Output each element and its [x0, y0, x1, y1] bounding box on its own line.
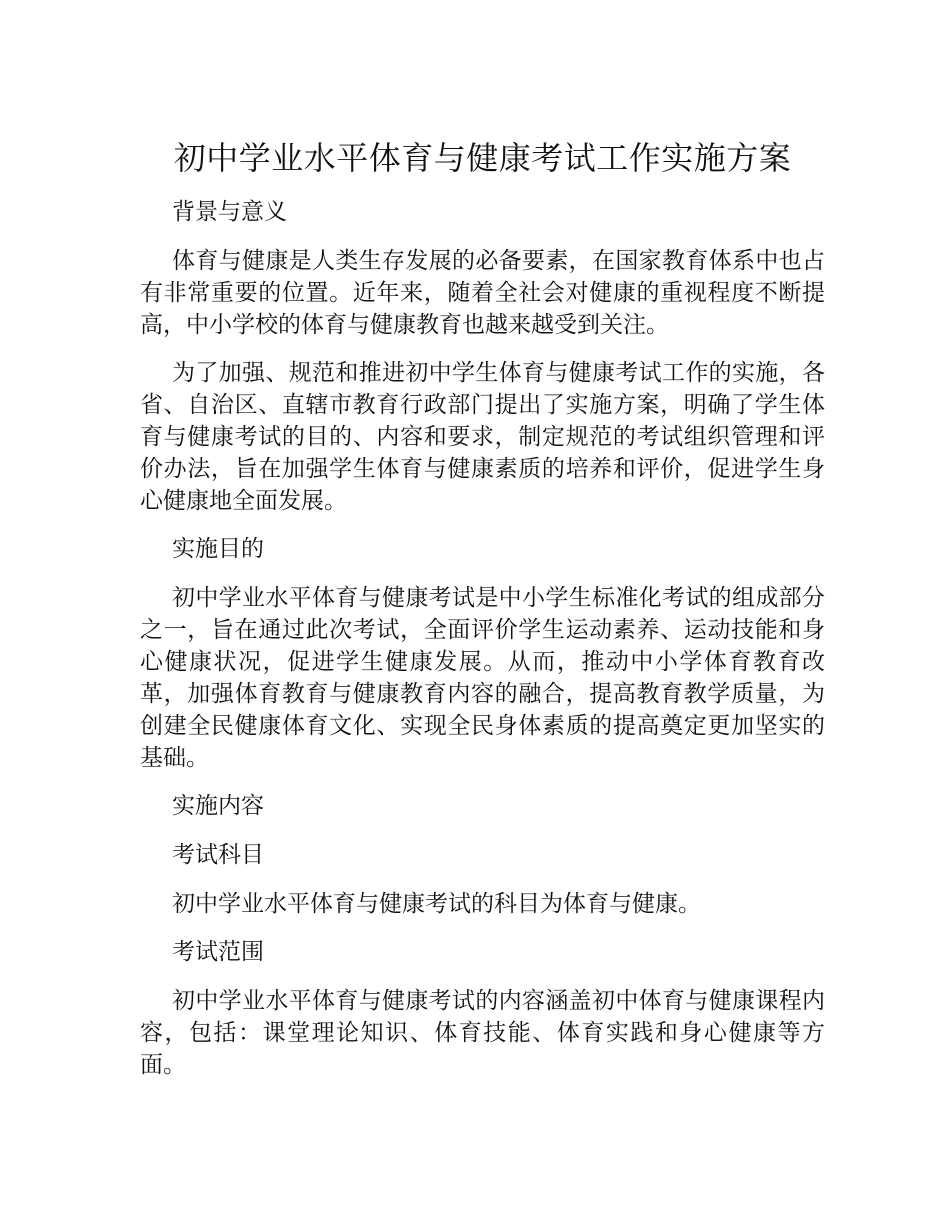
- paragraph-exam-scope: 初中学业水平体育与健康考试的内容涵盖初中体育与健康课程内容，包括：课堂理论知识、体育技能、体育实践和身心健康等方面。: [140, 988, 825, 1078]
- subheading-exam-scope: 考试范围: [172, 939, 264, 965]
- document-title: 初中学业水平体育与健康考试工作实施方案: [173, 139, 792, 177]
- section-heading-content: 实施内容: [172, 793, 264, 819]
- paragraph-purpose: 初中学业水平体育与健康考试是中小学生标准化考试的组成部分之一，旨在通过此次考试，全面评价学生运动素养、运动技能和身心健康状况，促进学生健康发展。从而，推动中小学体育教育改革，加强体育教育与健康教育内容的融合，提高教育教学质量，为创建全民健康体育文化、实现全民身体素质的提高奠定更加坚实的基础。: [140, 585, 825, 771]
- document-body: [140, 196, 825, 1097]
- paragraph-exam-subject: 初中学业水平体育与健康考试的科目为体育与健康。: [172, 891, 701, 917]
- subheading-exam-subject: 考试科目: [172, 842, 264, 868]
- section-heading-purpose: 实施目的: [172, 536, 264, 562]
- paragraph-background-2: 为了加强、规范和推进初中学生体育与健康考试工作的实施，各省、自治区、直辖市教育行政部门提出了实施方案，明确了学生体育与健康考试的目的、内容和要求，制定规范的考试组织管理和评价办法，旨在加强学生体育与健康素质的培养和评价，促进学生身心健康地全面发展。: [140, 360, 825, 514]
- paragraph-background-1: 体育与健康是人类生存发展的必备要素，在国家教育体系中也占有非常重要的位置。近年来，随着全社会对健康的重视程度不断提高，中小学校的体育与健康教育也越来越受到关注。: [140, 248, 825, 338]
- section-heading-background: 背景与意义: [172, 199, 287, 225]
